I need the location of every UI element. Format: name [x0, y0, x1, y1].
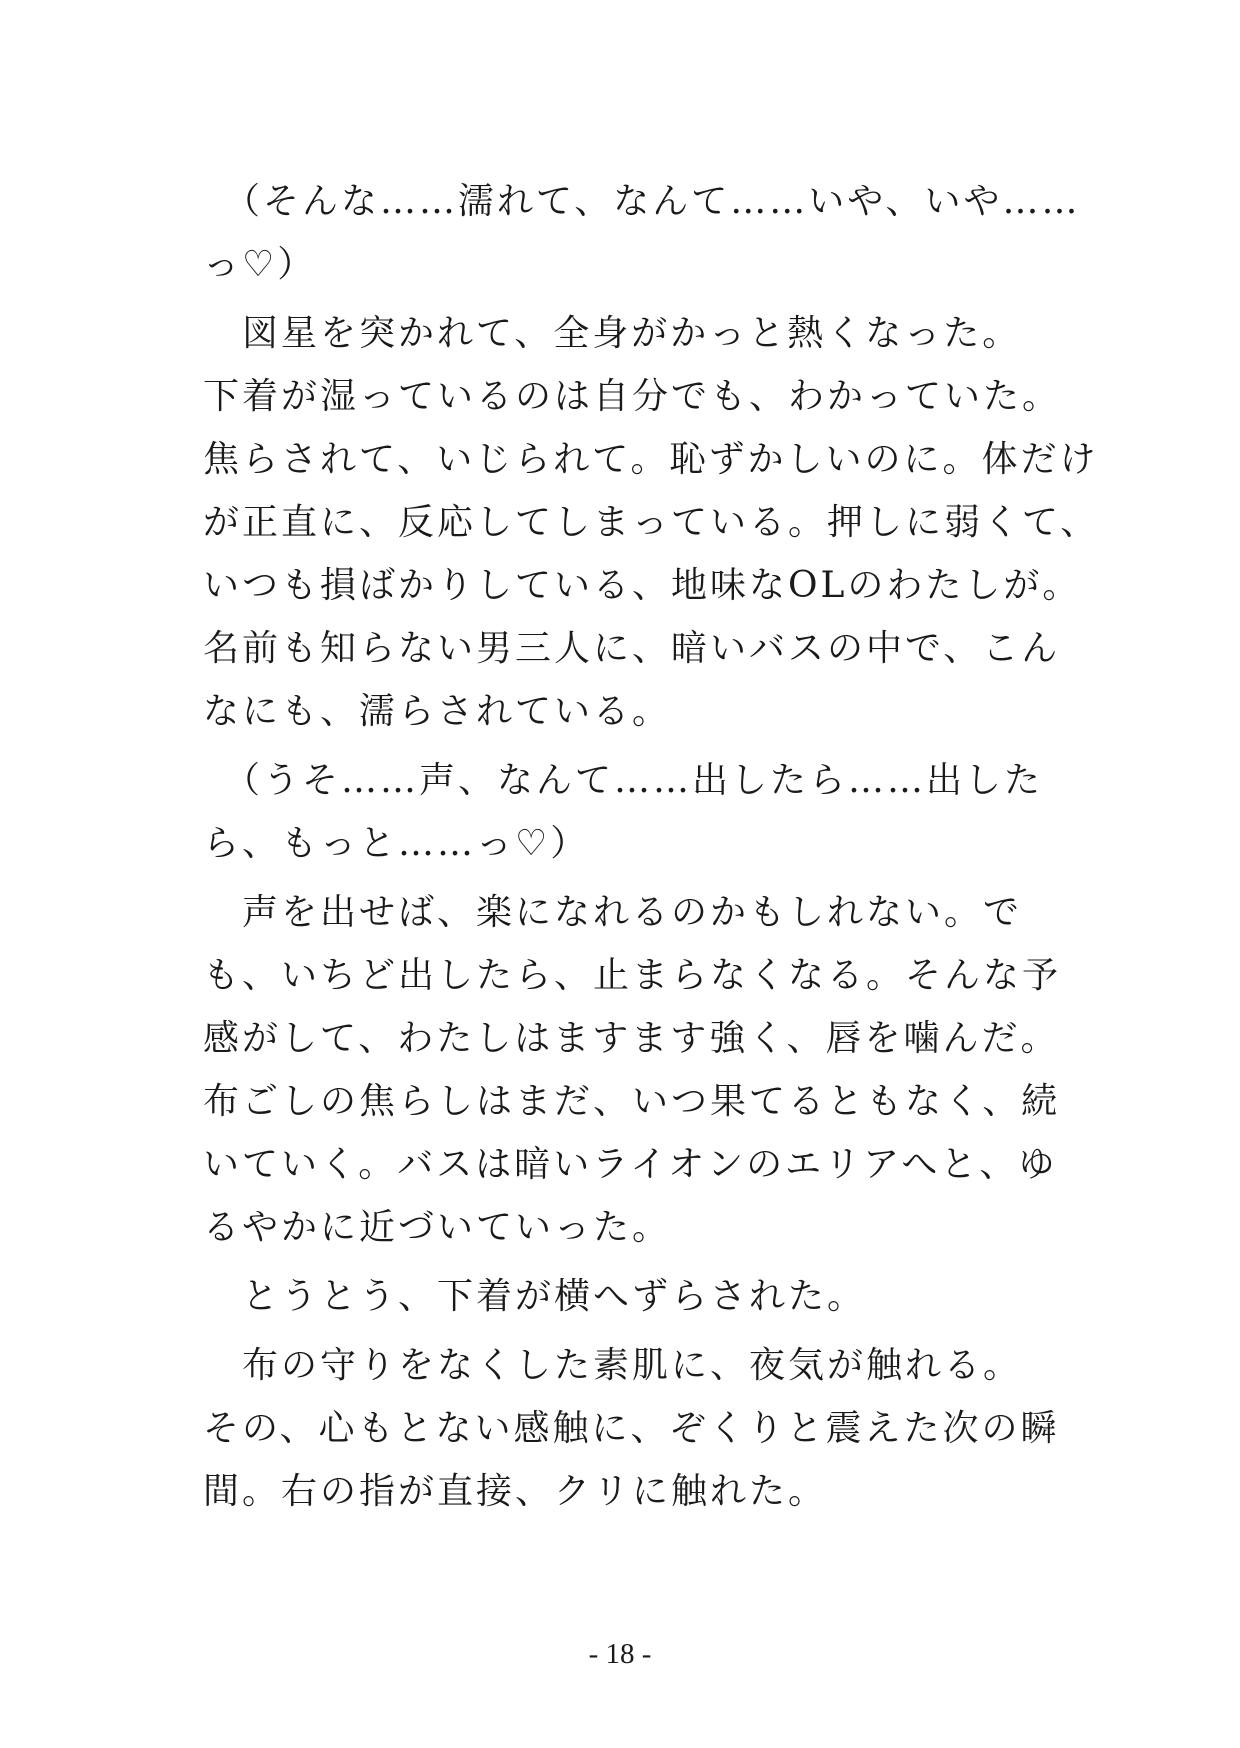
text-line: 布ごしの焦らしはまだ、いつ果てるともなく、続 [203, 1081, 1061, 1122]
paragraph-4 [203, 881, 1062, 1259]
text-line: とうとう、下着が横へずらされた。 [203, 1276, 867, 1317]
text-line: （うそ……声、なんて……出したら……出した [203, 760, 1044, 801]
text-line: 声を出せば、楽になれるのかもしれない。で [203, 892, 1023, 933]
page-number: - 18 - [588, 1638, 652, 1670]
text-line: なにも、濡らされている。 [203, 691, 672, 732]
text-line: （そんな……濡れて、なんて……いや、いや…… [203, 181, 1081, 222]
text-line: 布の守りをなくした素肌に、夜気が触れる。 [203, 1345, 1023, 1386]
paragraph-6 [203, 1334, 1060, 1523]
text-line: が正直に、反応してしまっている。押しに弱くて、 [203, 502, 1100, 543]
text-line: 間。右の指が直接、クリに触れた。 [203, 1471, 828, 1512]
paragraph-1 [203, 170, 1081, 296]
paragraph-2 [203, 302, 1100, 743]
text-line: っ♡） [203, 244, 317, 285]
paragraph-3 [203, 749, 1053, 875]
text-line: も、いちど出したら、止まらなくなる。そんな予 [203, 955, 1062, 996]
text-line: いつも損ばかりしている、地味なOLのわたしが。 [203, 565, 1082, 606]
text-line: ら、もっと……っ♡） [203, 823, 590, 864]
text-line: 下着が湿っているのは自分でも、わかっていた。 [203, 376, 1062, 417]
text-line: 名前も知らない男三人に、暗いバスの中で、こん [203, 628, 1061, 669]
text-line: 焦らされて、いじられて。恥ずかしいのに。体だけ [203, 439, 1099, 480]
text-line: 図星を突かれて、全身がかっと熱くなった。 [203, 313, 1022, 354]
body-text [203, 170, 1100, 1523]
paragraph-5 [203, 1265, 1053, 1328]
text-line: 感がして、わたしはますます強く、唇を噛んだ。 [203, 1018, 1060, 1059]
text-line: その、心もとない感触に、ぞくりと震えた次の瞬 [203, 1408, 1060, 1449]
text-line: るやかに近づいていった。 [203, 1207, 672, 1248]
text-line: いていく。バスは暗いライオンのエリアへと、ゆ [203, 1144, 1058, 1185]
